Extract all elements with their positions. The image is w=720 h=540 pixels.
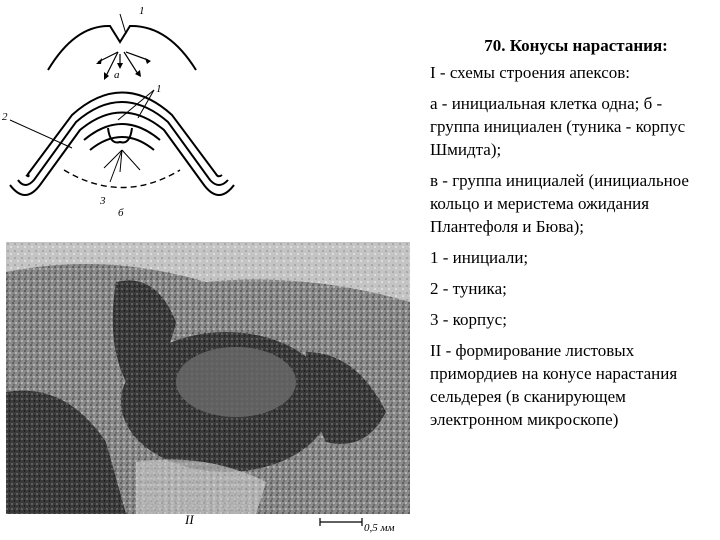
scheme-a: [48, 14, 196, 80]
caption-line-1: I - схемы строения апексов:: [430, 63, 630, 82]
label-1-top: 1: [139, 5, 145, 17]
apex-schemes-diagram: [0, 0, 250, 240]
caption-line-2: а - инициальная клетка одна; б - группа инициален (туника - корпус Шмидта);: [430, 94, 686, 159]
caption-line-6: 3 - корпус;: [430, 310, 507, 329]
figure-caption: [430, 34, 712, 439]
micrograph-image: [6, 242, 410, 514]
label-1-mid: 1: [156, 83, 162, 95]
caption-line-7: II - формирование листовых примордиев на конусе нарастания сельдерея (в сканирующем электронном микроскопе): [430, 341, 678, 429]
caption-line-4: 1 - инициали;: [430, 248, 529, 267]
label-roman-two: II: [185, 512, 194, 527]
caption-title: 70. Конусы нарастания:: [484, 36, 668, 55]
label-3: 3: [100, 195, 106, 207]
caption-line-5: 2 - туника;: [430, 279, 507, 298]
label-2: 2: [2, 111, 8, 123]
caption-line-3: в - группа инициалей (инициальное кольцо и меристема ожидания Плантефоля и Бюва);: [430, 171, 689, 236]
label-a: а: [114, 69, 120, 81]
label-b: б: [118, 207, 124, 219]
scheme-b: [10, 93, 234, 196]
scale-label: 0,5 мм: [364, 522, 395, 534]
